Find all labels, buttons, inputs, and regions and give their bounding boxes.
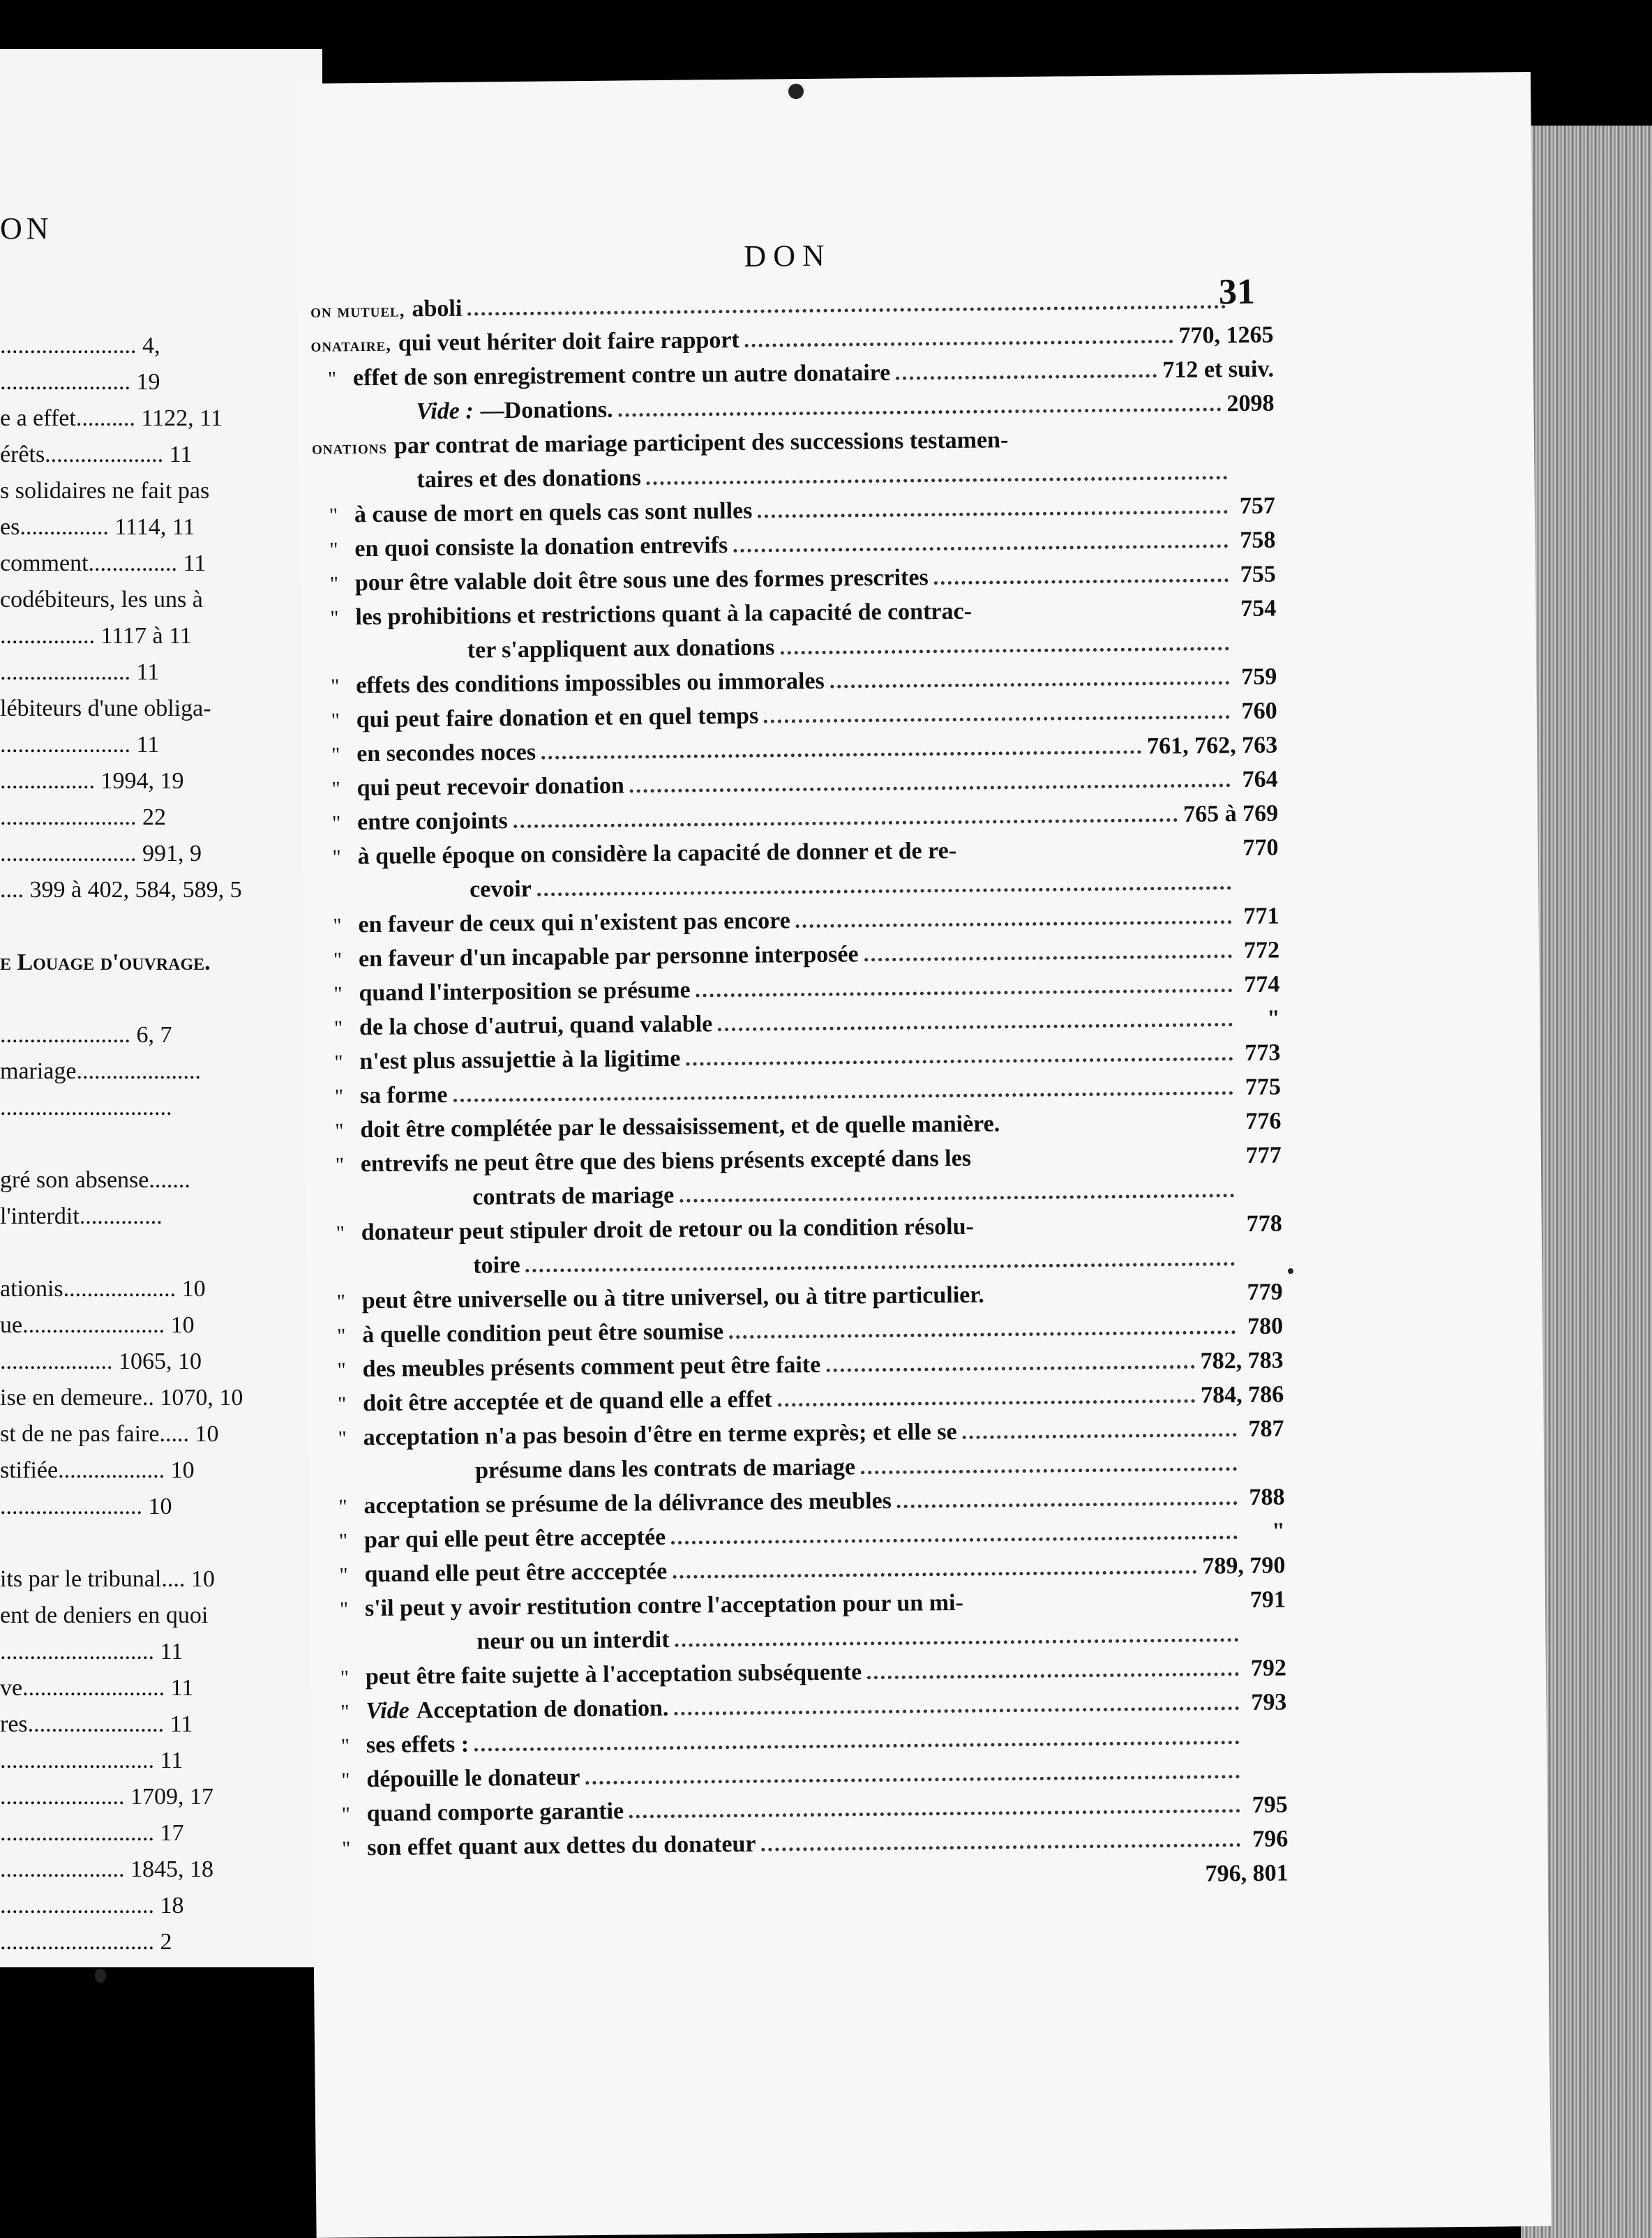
right-page [296,72,1552,2238]
ditto-mark: " [329,572,339,596]
left-page-line: .... 399 à 402, 584, 589, 5 [0,877,242,903]
article-reference: 780 [1247,1313,1284,1339]
ditto-mark: " [338,1495,347,1519]
article-reference: 779 [1247,1279,1283,1305]
entry-text: effets des conditions impossibles ou immorales [356,668,825,699]
left-page-line [0,981,322,1017]
dot-leader [541,750,1141,759]
left-page-line: ........................ 10 [0,1494,172,1519]
article-reference: 792 [1250,1655,1287,1681]
spacer [956,855,1237,858]
dot-leader [537,886,1231,896]
article-reference: 776 [1245,1108,1282,1134]
entry-term: on mutuel, [310,299,405,322]
dot-leader [526,1262,1236,1272]
left-page-line: .......................... 11 [0,1748,183,1773]
entry-text: aboli [412,295,463,322]
dot-leader [675,1706,1240,1715]
spacer [971,1163,1240,1166]
article-reference: 757 [1239,493,1276,520]
ditto-mark: " [341,1803,351,1826]
article-reference: 773 [1245,1039,1281,1067]
left-page-line: e Louage d'ouvrage. [0,949,211,975]
ditto-mark: " [329,504,338,527]
spacer [963,1607,1244,1610]
left-page-line: ....................... 991, 9 [0,841,202,866]
dot-leader [629,1809,1240,1818]
article-reference: 796, 801 [1205,1860,1289,1887]
page-header: DON [744,238,832,273]
article-reference: 795 [1252,1792,1288,1818]
ditto-mark: " [342,1837,351,1861]
left-page-line: l'interdit.............. [0,1203,163,1229]
left-page-line: ..................... 1709, 17 [0,1784,213,1810]
entry-text: neur ou un interdit [476,1626,670,1655]
left-page-line: res....................... 11 [0,1711,193,1737]
ink-speck [788,84,804,99]
ditto-mark: " [341,1768,350,1792]
ditto-mark: " [338,1529,348,1553]
dot-leader [796,920,1232,928]
dot-leader [764,715,1230,723]
article-reference: 788 [1249,1484,1285,1510]
entry-text: effet de son enregistrement contre un autre donataire [352,359,891,391]
dot-leader [718,1023,1233,1031]
ditto-mark: " [333,982,343,1006]
dot-leader [467,305,1226,315]
ditto-mark: " [333,948,343,972]
ink-speck [1288,1268,1293,1274]
entry-text: quand elle peut être accceptée [364,1558,668,1588]
left-page-line: ....................... 4, [0,333,160,359]
ditto-mark: " [334,1051,343,1074]
ditto-mark: " [335,1153,345,1177]
left-page-line: ...................... 19 [0,369,160,395]
entry-text: doit être complétée par le dessaisissement, et de quelle manière. [360,1111,1000,1143]
left-page-line: ..................... 1845, 18 [0,1856,213,1882]
article-reference: 2098 [1226,390,1275,417]
left-page-line: codébiteurs, les uns à [0,587,203,613]
article-reference: " [1266,1005,1281,1032]
article-reference: 759 [1241,663,1277,691]
dot-leader [867,1672,1239,1679]
article-reference: 787 [1248,1415,1284,1442]
left-page-lines [0,328,322,1960]
spacer [972,616,1234,619]
ditto-mark: " [332,846,341,869]
article-reference [1231,308,1273,309]
entry-text: dépouille le donateur [366,1764,580,1793]
entry-text: des meubles présents comment peut être faite [362,1351,821,1383]
ditto-mark: " [334,1085,344,1109]
article-reference: 770 [1242,834,1279,862]
left-page-line: ....................... 22 [0,804,166,830]
entry-text: donateur peut stipuler droit de retour ou la condition résolu- [361,1213,975,1246]
ditto-mark: " [331,743,340,767]
dot-leader [963,1433,1237,1439]
entry-text: taires et des donations [416,465,642,493]
dot-leader [934,578,1229,585]
left-page-line: gré son absense....... [0,1167,190,1193]
left-page-line: .......................... 17 [0,1820,184,1846]
entry-text: en faveur de ceux qui n'existent pas encore [358,908,790,938]
ditto-mark: " [331,709,340,733]
left-page-line: ................ 1117 à 11 [0,623,192,649]
dot-leader [830,681,1230,688]
entry-text: ses effets : [366,1731,470,1759]
ditto-mark: " [339,1598,349,1621]
left-page-line [0,1235,322,1271]
entry-text: présume dans les contrats de mariage [474,1454,856,1484]
entry-text: à quelle époque on considère la capacité de donner et de re- [357,837,957,870]
dot-leader [896,374,1157,380]
dot-leader [630,783,1231,793]
article-reference: 758 [1240,527,1276,554]
article-reference [1235,650,1277,651]
dot-leader [861,1467,1237,1474]
left-page-line: comment............... 11 [0,550,206,576]
left-page-line: .......................... 2 [0,1929,172,1955]
dot-leader [758,510,1228,518]
article-reference: 793 [1251,1689,1287,1715]
left-page-line [0,1525,322,1561]
entry-text: peut être faite sujette à l'acceptation subséquente [365,1659,862,1690]
entry-text: Acceptation de donation. [416,1695,669,1724]
ink-speck [95,1969,106,1983]
dot-leader [826,1365,1194,1372]
entry-text: de la chose d'autrui, quand valable [359,1011,713,1041]
left-page-line: s solidaires ne fait pas [0,478,210,504]
dot-leader [696,989,1233,997]
entry-text: cevoir [469,876,532,903]
ditto-mark: " [340,1734,350,1758]
entry-text: sa forme [359,1081,448,1109]
ditto-mark: " [336,1324,346,1348]
spacer [974,1231,1240,1234]
entry-text: pour être valable doit être sous une des formes prescrites [354,564,929,596]
entry-text: qui peut recevoir donation [356,772,625,802]
entry-text: quand l'interposition se présume [359,977,691,1007]
dot-leader [647,476,1228,485]
dot-leader [686,1057,1233,1066]
entry-text: son effet quant aux dettes du donateur [367,1831,756,1861]
ditto-mark: " [330,606,339,630]
entry-text: par qui elle peut être acceptée [363,1524,666,1554]
article-reference: " [1271,1518,1286,1545]
left-page-line: ...................... 11 [0,732,160,758]
index-entries [310,284,1289,1900]
entry-text: doit être acceptée et de quand elle a effet [362,1386,772,1417]
article-reference [1233,445,1275,446]
left-page-line: ...................... 6, 7 [0,1022,172,1048]
article-reference: 770, 1265 [1178,322,1274,349]
entry-italic-label: Vide [366,1697,410,1725]
article-reference: 775 [1245,1074,1282,1101]
article-reference: 712 et suiv. [1162,356,1275,384]
entry-text: peut être universelle ou à titre universel, ou à titre particulier. [361,1282,984,1314]
article-reference: 789, 790 [1202,1552,1286,1579]
entry-text: qui veut hériter doit faire rapport [398,326,739,356]
ditto-mark: " [340,1666,350,1690]
entry-text: en faveur d'un incapable par personne interposée [358,941,859,972]
dot-leader [671,1535,1238,1545]
left-page-line: lébiteurs d'une obliga- [0,696,211,721]
left-page-line: ve........................ 11 [0,1675,194,1701]
article-reference: 782, 783 [1200,1347,1284,1374]
entry-text: ter s'appliquent aux donations [467,634,775,663]
article-reference: 796 [1252,1826,1289,1852]
dot-leader [762,1843,1241,1852]
article-reference: 784, 786 [1200,1381,1284,1409]
article-reference: 778 [1246,1210,1282,1237]
left-page-line: e a effet.......... 1122, 11 [0,405,223,431]
ditto-mark: " [335,1119,344,1143]
ditto-mark [326,1889,368,1890]
dot-leader [864,954,1232,961]
entry-text: toire [473,1252,520,1279]
entry-text: à cause de mort en quels cas sont nulles [354,497,753,528]
left-page-line: ................ 1994, 19 [0,768,184,794]
left-page-line: ue........................ 10 [0,1312,195,1338]
article-reference [1233,479,1275,480]
spacer [1008,445,1233,447]
ditto-mark: " [339,1563,348,1587]
ditto-mark: " [337,1392,347,1416]
article-reference [1240,1197,1282,1198]
page-number: 31 [1218,271,1256,313]
article-reference [1245,1743,1287,1744]
left-page-line: ent de deniers en quoi [0,1602,209,1628]
dot-leader [733,544,1228,553]
dot-leader [453,1091,1233,1102]
left-page-line [0,1126,322,1162]
article-reference: 764 [1242,766,1278,793]
entry-text: n'est plus assujettie à la ligitime [359,1045,681,1075]
article-reference [1242,1470,1284,1471]
article-reference: 765 à 769 [1182,800,1279,827]
ditto-mark: " [331,675,340,698]
dot-leader [745,340,1173,347]
entry-text: en quoi consiste la donation entrevifs [354,532,728,562]
article-reference: 772 [1243,937,1280,964]
article-reference: 791 [1249,1586,1286,1613]
left-page-line [0,908,322,945]
left-page-line: st de ne pas faire..... 10 [0,1421,219,1447]
article-reference: 774 [1244,971,1280,998]
ditto-mark: " [337,1358,346,1382]
left-page-line: .......................... 11 [0,1639,183,1665]
entry-term: onations [311,436,388,458]
entry-text: entrevifs ne peut être que des biens présents excepté dans les [360,1145,972,1178]
article-reference [1237,889,1279,890]
dot-leader [897,1501,1238,1508]
left-page [0,49,322,1967]
entry-text: —Donations. [480,396,613,424]
article-reference [1244,1641,1286,1642]
entry-text: en secondes noces [356,739,536,767]
entry-italic-label: Vide : [416,398,474,425]
entry-text: les prohibitions et restrictions quant à la capacité de contrac- [355,598,973,631]
entry-text: quand comporte garantie [366,1798,624,1827]
entry-text: à quelle condition peut être soumise [362,1319,724,1349]
dot-leader [675,1638,1239,1647]
article-reference: 754 [1240,595,1277,622]
dot-leader [679,1194,1234,1203]
left-page-heading: ON [0,211,53,246]
entry-text: acceptation se présume de la délivrance des meubles [363,1487,892,1519]
ditto-mark: " [327,367,337,391]
spacer [368,1882,1206,1890]
ditto-mark: " [329,538,338,562]
ditto-mark: " [340,1700,350,1724]
left-page-line: ...................... 11 [0,659,160,685]
article-reference: 755 [1240,561,1276,588]
left-page-line: es............... 1114, 11 [0,514,195,540]
ditto-mark: " [333,1016,343,1040]
left-page-line: ............................. [0,1095,172,1120]
ditto-mark: " [331,811,341,835]
dot-leader [513,818,1178,828]
left-page-line: stifiée.................. 10 [0,1457,195,1483]
entry-term: onataire, [310,333,392,356]
dot-leader [780,647,1229,654]
entry-text: s'il peut y avoir restitution contre l'acceptation pour un mi- [364,1589,963,1622]
article-reference: 760 [1241,698,1277,725]
ditto-mark: " [336,1290,346,1314]
spacer [1000,1129,1239,1131]
dot-leader [474,1741,1240,1752]
entry-text: entre conjoints [356,808,508,836]
entry-text: acceptation n'a pas besoin d'être en terme exprès; et elle se [363,1418,957,1451]
ditto-mark: " [331,777,340,801]
left-page-line: ................... 1065, 10 [0,1349,202,1374]
dot-leader [585,1775,1240,1785]
entry-text: par contrat de mariage participent des successions testamen- [393,427,1009,459]
dot-leader [729,1330,1236,1339]
entry-text: contrats de mariage [472,1182,675,1210]
left-page-line: mariage..................... [0,1058,201,1084]
ditto-mark: " [333,914,342,938]
article-reference: 761, 762, 763 [1146,732,1278,760]
left-page-line: ise en demeure.. 1070, 10 [0,1385,243,1411]
left-page-line: ationis................... 10 [0,1276,206,1302]
left-page-line: érêts.................... 11 [0,442,193,467]
article-reference: 771 [1243,903,1279,930]
spacer [984,1300,1241,1302]
dot-leader [619,407,1222,416]
left-page-line: its par le tribunal.... 10 [0,1566,215,1592]
ditto-mark: " [336,1222,345,1245]
dot-leader [778,1399,1195,1407]
dot-leader [673,1570,1196,1579]
left-page-line: .......................... 18 [0,1893,184,1918]
article-reference: 777 [1245,1142,1282,1169]
ditto-mark: " [338,1427,347,1450]
entry-text: qui peut faire donation et en quel temps [356,703,759,733]
